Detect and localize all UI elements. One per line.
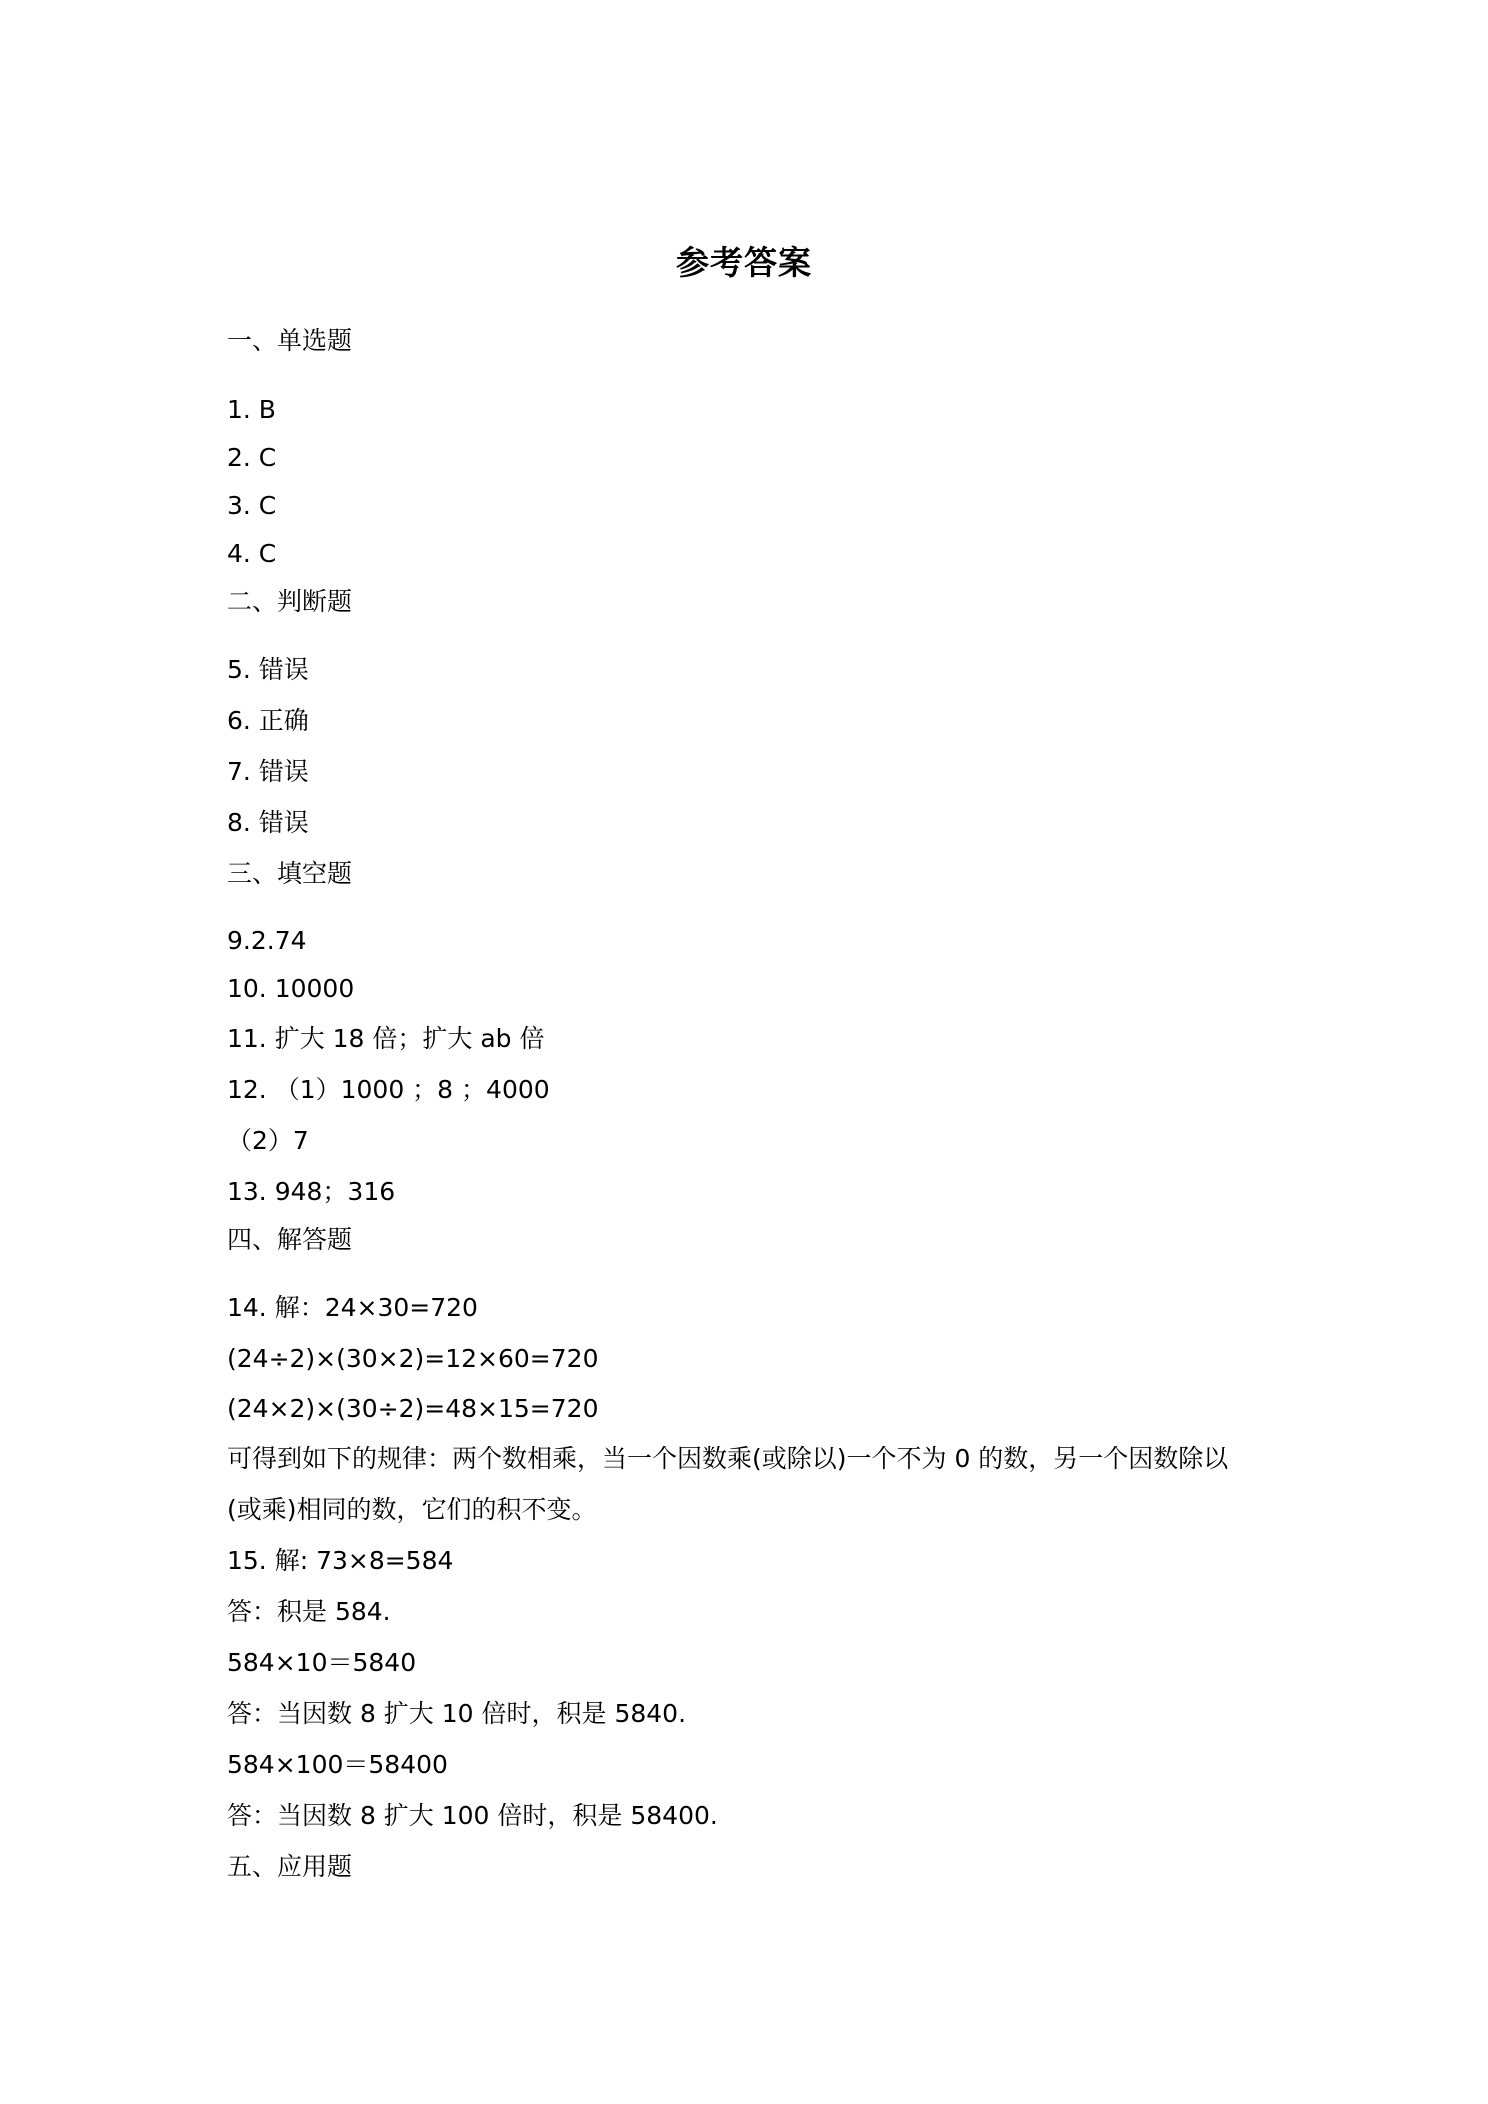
section-heading-single-choice: 一、单选题 <box>227 326 353 355</box>
answer-line: 答：积是 584. <box>227 1597 391 1626</box>
answer-line: 15. 解: 73×8=584 <box>227 1546 454 1575</box>
answer-line: 4. C <box>227 539 277 568</box>
answer-line: 2. C <box>227 443 277 472</box>
answer-line: 3. C <box>227 491 277 520</box>
answer-line: (24÷2)×(30×2)=12×60=720 <box>227 1344 599 1373</box>
answer-line: 答：当因数 8 扩大 10 倍时，积是 5840. <box>227 1699 687 1728</box>
answer-line: （2）7 <box>227 1126 309 1155</box>
answer-line: 7. 错误 <box>227 757 309 786</box>
answer-line: 答：当因数 8 扩大 100 倍时，积是 58400. <box>227 1801 718 1830</box>
answer-line: 1. B <box>227 395 276 424</box>
section-heading-true-false: 二、判断题 <box>227 587 353 616</box>
answer-line: 可得到如下的规律：两个数相乘，当一个因数乘(或除以)一个不为 0 的数，另一个因数除以 <box>227 1444 1229 1473</box>
section-heading-solve: 四、解答题 <box>227 1225 353 1254</box>
answer-line: 584×100＝58400 <box>227 1750 448 1779</box>
answer-line: 10. 10000 <box>227 974 355 1003</box>
answer-line: 14. 解：24×30=720 <box>227 1293 478 1322</box>
answer-line: 6. 正确 <box>227 706 309 735</box>
answer-line: (24×2)×(30÷2)=48×15=720 <box>227 1394 599 1423</box>
answer-line: 13. 948；316 <box>227 1177 396 1206</box>
answer-line: 8. 错误 <box>227 808 309 837</box>
answer-line: 9.2.74 <box>227 926 307 955</box>
answer-line: 11. 扩大 18 倍；扩大 ab 倍 <box>227 1024 545 1053</box>
answer-line: 584×10＝5840 <box>227 1648 417 1677</box>
section-heading-application: 五、应用题 <box>227 1852 353 1881</box>
answer-line: 5. 错误 <box>227 655 309 684</box>
section-heading-fill-in: 三、填空题 <box>227 859 353 888</box>
answer-line: 12. （1）1000 ；8 ；4000 <box>227 1075 550 1104</box>
page-title: 参考答案 <box>676 243 812 282</box>
answer-line: (或乘)相同的数，它们的积不变。 <box>227 1495 597 1524</box>
